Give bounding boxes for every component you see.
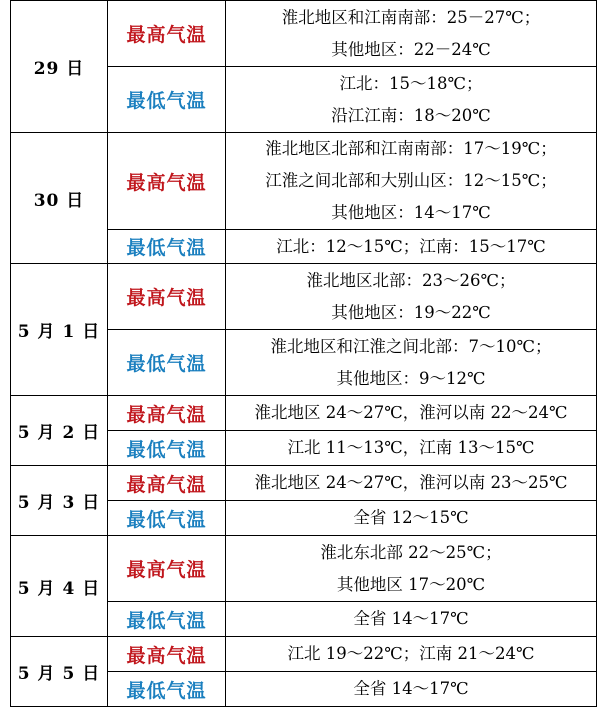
date-cell: 5 月 3 日 (11, 466, 108, 536)
detail-line: 沿江江南：18～20℃ (331, 105, 491, 125)
detail-line: 淮北地区 24～27℃，淮河以南 23～25℃ (254, 473, 568, 492)
detail-line: 淮北地区和江南南部：25－27℃； (281, 7, 541, 27)
detail-line: 江北：15～18℃； (339, 73, 483, 93)
max-temp-label: 最高气温 (108, 133, 226, 230)
max-temp-label: 最高气温 (108, 637, 226, 672)
detail-line: 淮北地区 24～27℃，淮河以南 22～24℃ (254, 403, 568, 422)
detail-line: 全省 14～17℃ (353, 609, 469, 628)
detail-line: 淮北东北部 22～25℃； (320, 542, 502, 562)
detail-line: 淮北地区北部和江南南部：17～19℃； (265, 139, 557, 158)
detail-line: 江北：12～15℃；江南：15～17℃ (276, 236, 546, 256)
max-temp-detail (226, 264, 597, 330)
min-temp-detail (226, 230, 597, 264)
table-row (11, 466, 597, 501)
min-temp-label: 最低气温 (108, 230, 226, 264)
max-temp-detail (226, 637, 597, 672)
min-temp-detail (226, 67, 597, 133)
min-temp-label: 最低气温 (108, 431, 226, 466)
detail-line: 江淮之间北部和大别山区：12～15℃； (265, 171, 557, 190)
table-row (11, 264, 597, 330)
max-temp-label: 最高气温 (108, 396, 226, 431)
min-temp-detail (226, 431, 597, 466)
detail-line: 全省 14～17℃ (353, 679, 469, 698)
table-row (11, 1, 597, 67)
min-temp-label: 最低气温 (108, 330, 226, 396)
detail-line: 淮北地区和江淮之间北部：7～10℃； (270, 336, 552, 356)
detail-line: 江北 11～13℃，江南 13～15℃ (287, 438, 535, 457)
max-temp-detail (226, 133, 597, 230)
date-cell: 30 日 (11, 133, 108, 264)
table-row (11, 536, 597, 602)
detail-line: 其他地区 17～20℃ (336, 574, 486, 594)
date-cell: 5 月 4 日 (11, 536, 108, 637)
max-temp-label: 最高气温 (108, 264, 226, 330)
detail-line: 其他地区：19～22℃ (331, 302, 491, 322)
max-temp-label: 最高气温 (108, 1, 226, 67)
table-row (11, 396, 597, 431)
detail-line: 其他地区：22－24℃ (331, 39, 491, 59)
date-cell: 29 日 (11, 1, 108, 133)
table-row (11, 133, 597, 230)
detail-line: 其他地区：14～17℃ (331, 203, 491, 222)
min-temp-detail (226, 330, 597, 396)
min-temp-detail (226, 672, 597, 707)
min-temp-detail (226, 501, 597, 536)
table-row (11, 637, 597, 672)
detail-line: 淮北地区北部：23～26℃； (306, 270, 516, 290)
max-temp-label: 最高气温 (108, 536, 226, 602)
detail-line: 其他地区：9～12℃ (336, 368, 486, 388)
min-temp-detail (226, 602, 597, 637)
detail-line: 江北 19～22℃；江南 21～24℃ (287, 644, 535, 663)
date-cell: 5 月 1 日 (11, 264, 108, 396)
max-temp-label: 最高气温 (108, 466, 226, 501)
date-cell: 5 月 5 日 (11, 637, 108, 707)
min-temp-label: 最低气温 (108, 501, 226, 536)
max-temp-detail (226, 466, 597, 501)
min-temp-label: 最低气温 (108, 602, 226, 637)
min-temp-label: 最低气温 (108, 672, 226, 707)
date-cell: 5 月 2 日 (11, 396, 108, 466)
max-temp-detail (226, 536, 597, 602)
temperature-forecast-table (10, 0, 597, 707)
max-temp-detail (226, 1, 597, 67)
detail-line: 全省 12～15℃ (353, 508, 469, 527)
max-temp-detail (226, 396, 597, 431)
min-temp-label: 最低气温 (108, 67, 226, 133)
